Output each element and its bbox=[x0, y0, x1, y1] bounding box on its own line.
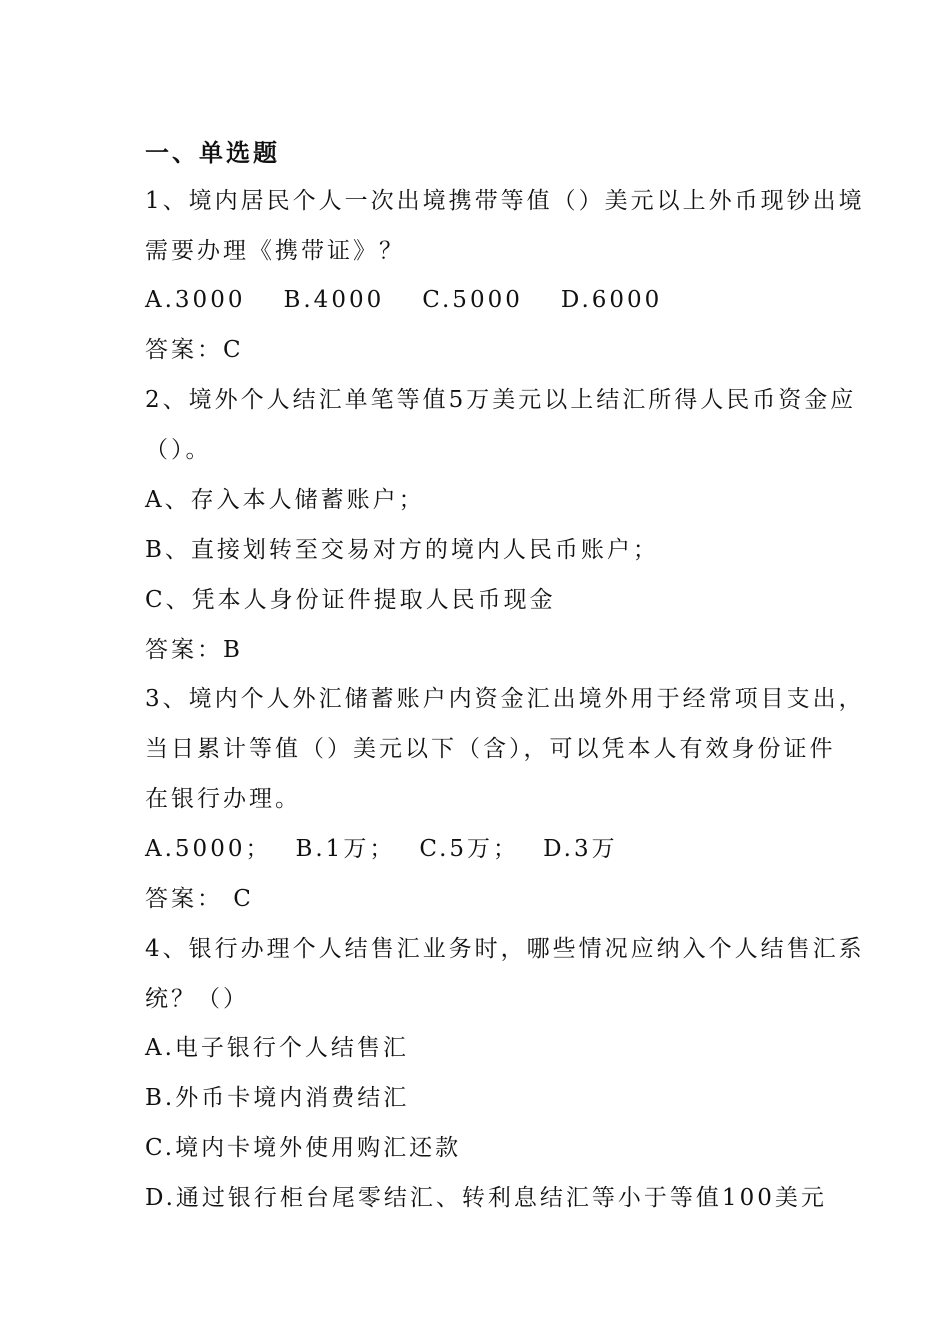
question-4-option-b: B.外币卡境内消费结汇 bbox=[145, 1085, 410, 1111]
question-2-option-b: B、直接划转至交易对方的境内人民币账户； bbox=[145, 537, 659, 563]
question-1-answer: 答案：C bbox=[145, 337, 244, 363]
question-3-line-1: 3、境内个人外汇储蓄账户内资金汇出境外用于经常项目支出， bbox=[145, 686, 865, 712]
question-2-option-a: A、存入本人储蓄账户； bbox=[145, 487, 425, 513]
question-1-option-b: B.4000 bbox=[283, 287, 385, 313]
question-3-line-3: 在银行办理。 bbox=[145, 786, 301, 812]
question-1-option-d: D.6000 bbox=[560, 287, 663, 313]
section-title: 一、单选题 bbox=[145, 139, 280, 167]
question-1-line-2: 需要办理《携带证》？ bbox=[145, 238, 405, 264]
question-3-option-d: D.3万 bbox=[543, 836, 618, 862]
question-3-options bbox=[145, 834, 656, 864]
question-4-option-d: D.通过银行柜台尾零结汇、转利息结汇等小于等值100美元 bbox=[145, 1185, 827, 1211]
question-4-option-a: A.电子银行个人结售汇 bbox=[145, 1035, 409, 1061]
question-4-line-1: 4、银行办理个人结售汇业务时，哪些情况应纳入个人结售汇系 bbox=[145, 936, 865, 962]
question-2-option-c: C、凭本人身份证件提取人民币现金 bbox=[145, 587, 556, 613]
question-3-line-2: 当日累计等值（）美元以下（含），可以凭本人有效身份证件 bbox=[145, 736, 836, 762]
question-1-option-c: C.5000 bbox=[422, 287, 523, 313]
question-4-option-c: C.境内卡境外使用购汇还款 bbox=[145, 1135, 462, 1161]
question-3-option-c: C.5万； bbox=[419, 836, 520, 862]
question-2-line-1: 2、境外个人结汇单笔等值5万美元以上结汇所得人民币资金应 bbox=[145, 387, 857, 413]
question-4-line-2: 统？（） bbox=[145, 986, 249, 1012]
question-2-line-2: （）。 bbox=[145, 437, 212, 463]
question-3-answer: 答案： C bbox=[145, 886, 254, 912]
question-3-option-b: B.1万； bbox=[295, 836, 396, 862]
question-1-option-a: A.3000 bbox=[145, 287, 246, 313]
question-1-options bbox=[145, 285, 700, 315]
question-2-answer: 答案：B bbox=[145, 637, 243, 663]
question-1-line-1: 1、境内居民个人一次出境携带等值（）美元以上外币现钞出境 bbox=[145, 188, 865, 214]
question-3-option-a: A.5000； bbox=[145, 836, 272, 862]
